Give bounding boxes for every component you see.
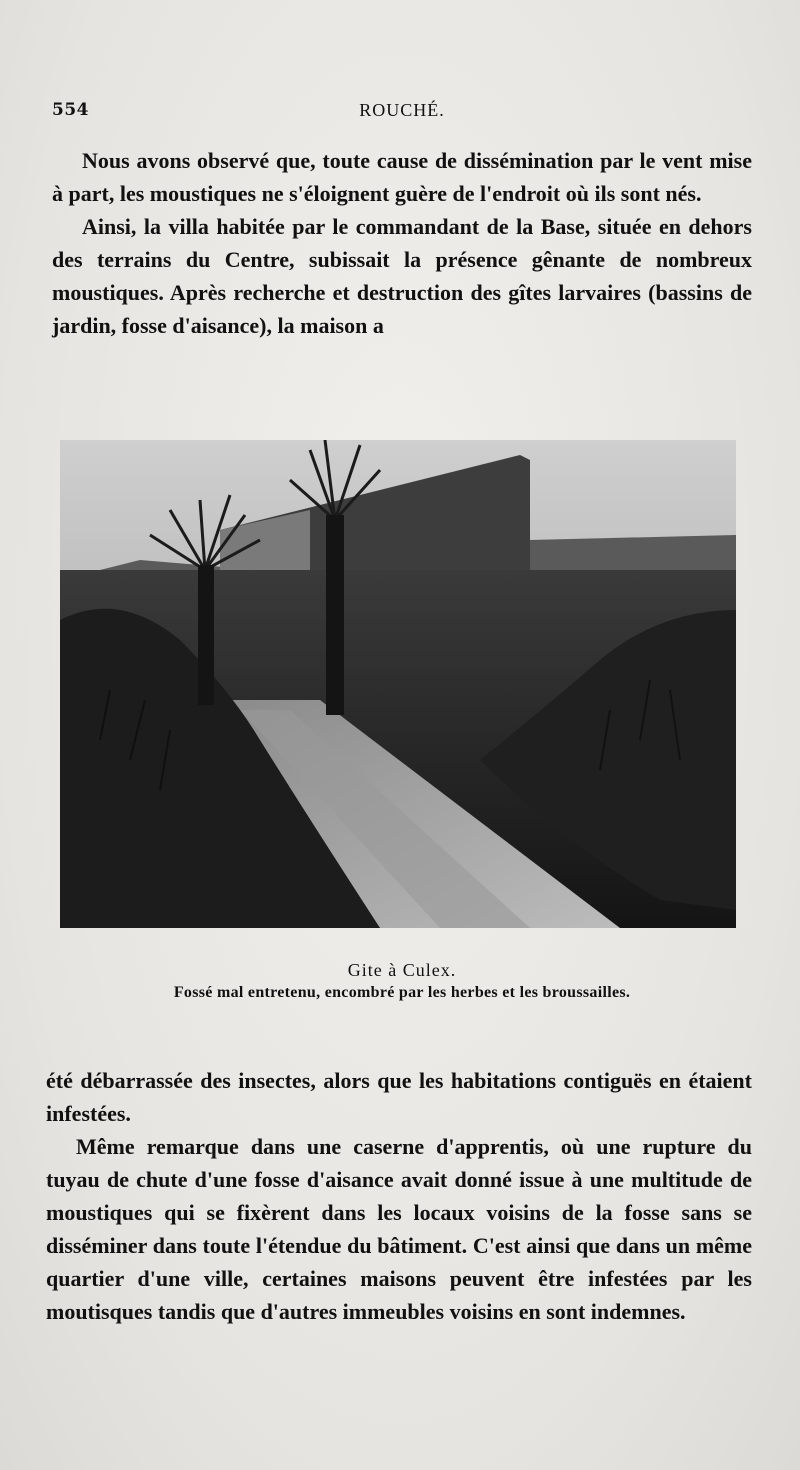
paragraph: été débarrassée des insectes, alors que les habitations contiguës en étaient infestées.: [46, 1068, 752, 1126]
photograph-ditch: [60, 440, 736, 928]
bottom-text-block: [46, 1064, 752, 1328]
paragraph: Même remarque dans une caserne d'apprentis, où une rupture du tuyau de chute d'une fosse d'aisance avait donné issue à une multitude de moustiques qui se fixèrent dans les locaux voisins de la fosse sans se disséminer dans toute l'étendue du bâtiment. C'est ainsi que dans un même quartier d'une ville, certaines maisons peuvent être infestées par les moutisques tandis que d'autres immeubles voisins en sont indemnes.: [46, 1134, 752, 1324]
figure-caption-title: Gite à Culex.: [347, 960, 457, 980]
paragraph: Ainsi, la villa habitée par le commandant de la Base, située en dehors des terrains du Centre, subissait la présence gênante de nombreux moustiques. Après recherche et destruction des gîtes larvaires (bassins de jardin, fosse d'aisance), la maison a: [52, 214, 752, 338]
page-header: [52, 100, 752, 130]
page-number: 554: [52, 100, 89, 120]
figure-caption-text: Fossé mal entretenu, encombré par les herbes et les broussailles.: [173, 984, 631, 1001]
running-head: ROUCHÉ.: [359, 100, 445, 120]
paragraph: Nous avons observé que, toute cause de dissémination par le vent mise à part, les moustiques ne s'éloignent guère de l'endroit où ils sont nés.: [52, 148, 752, 206]
top-text-block: [52, 144, 752, 342]
